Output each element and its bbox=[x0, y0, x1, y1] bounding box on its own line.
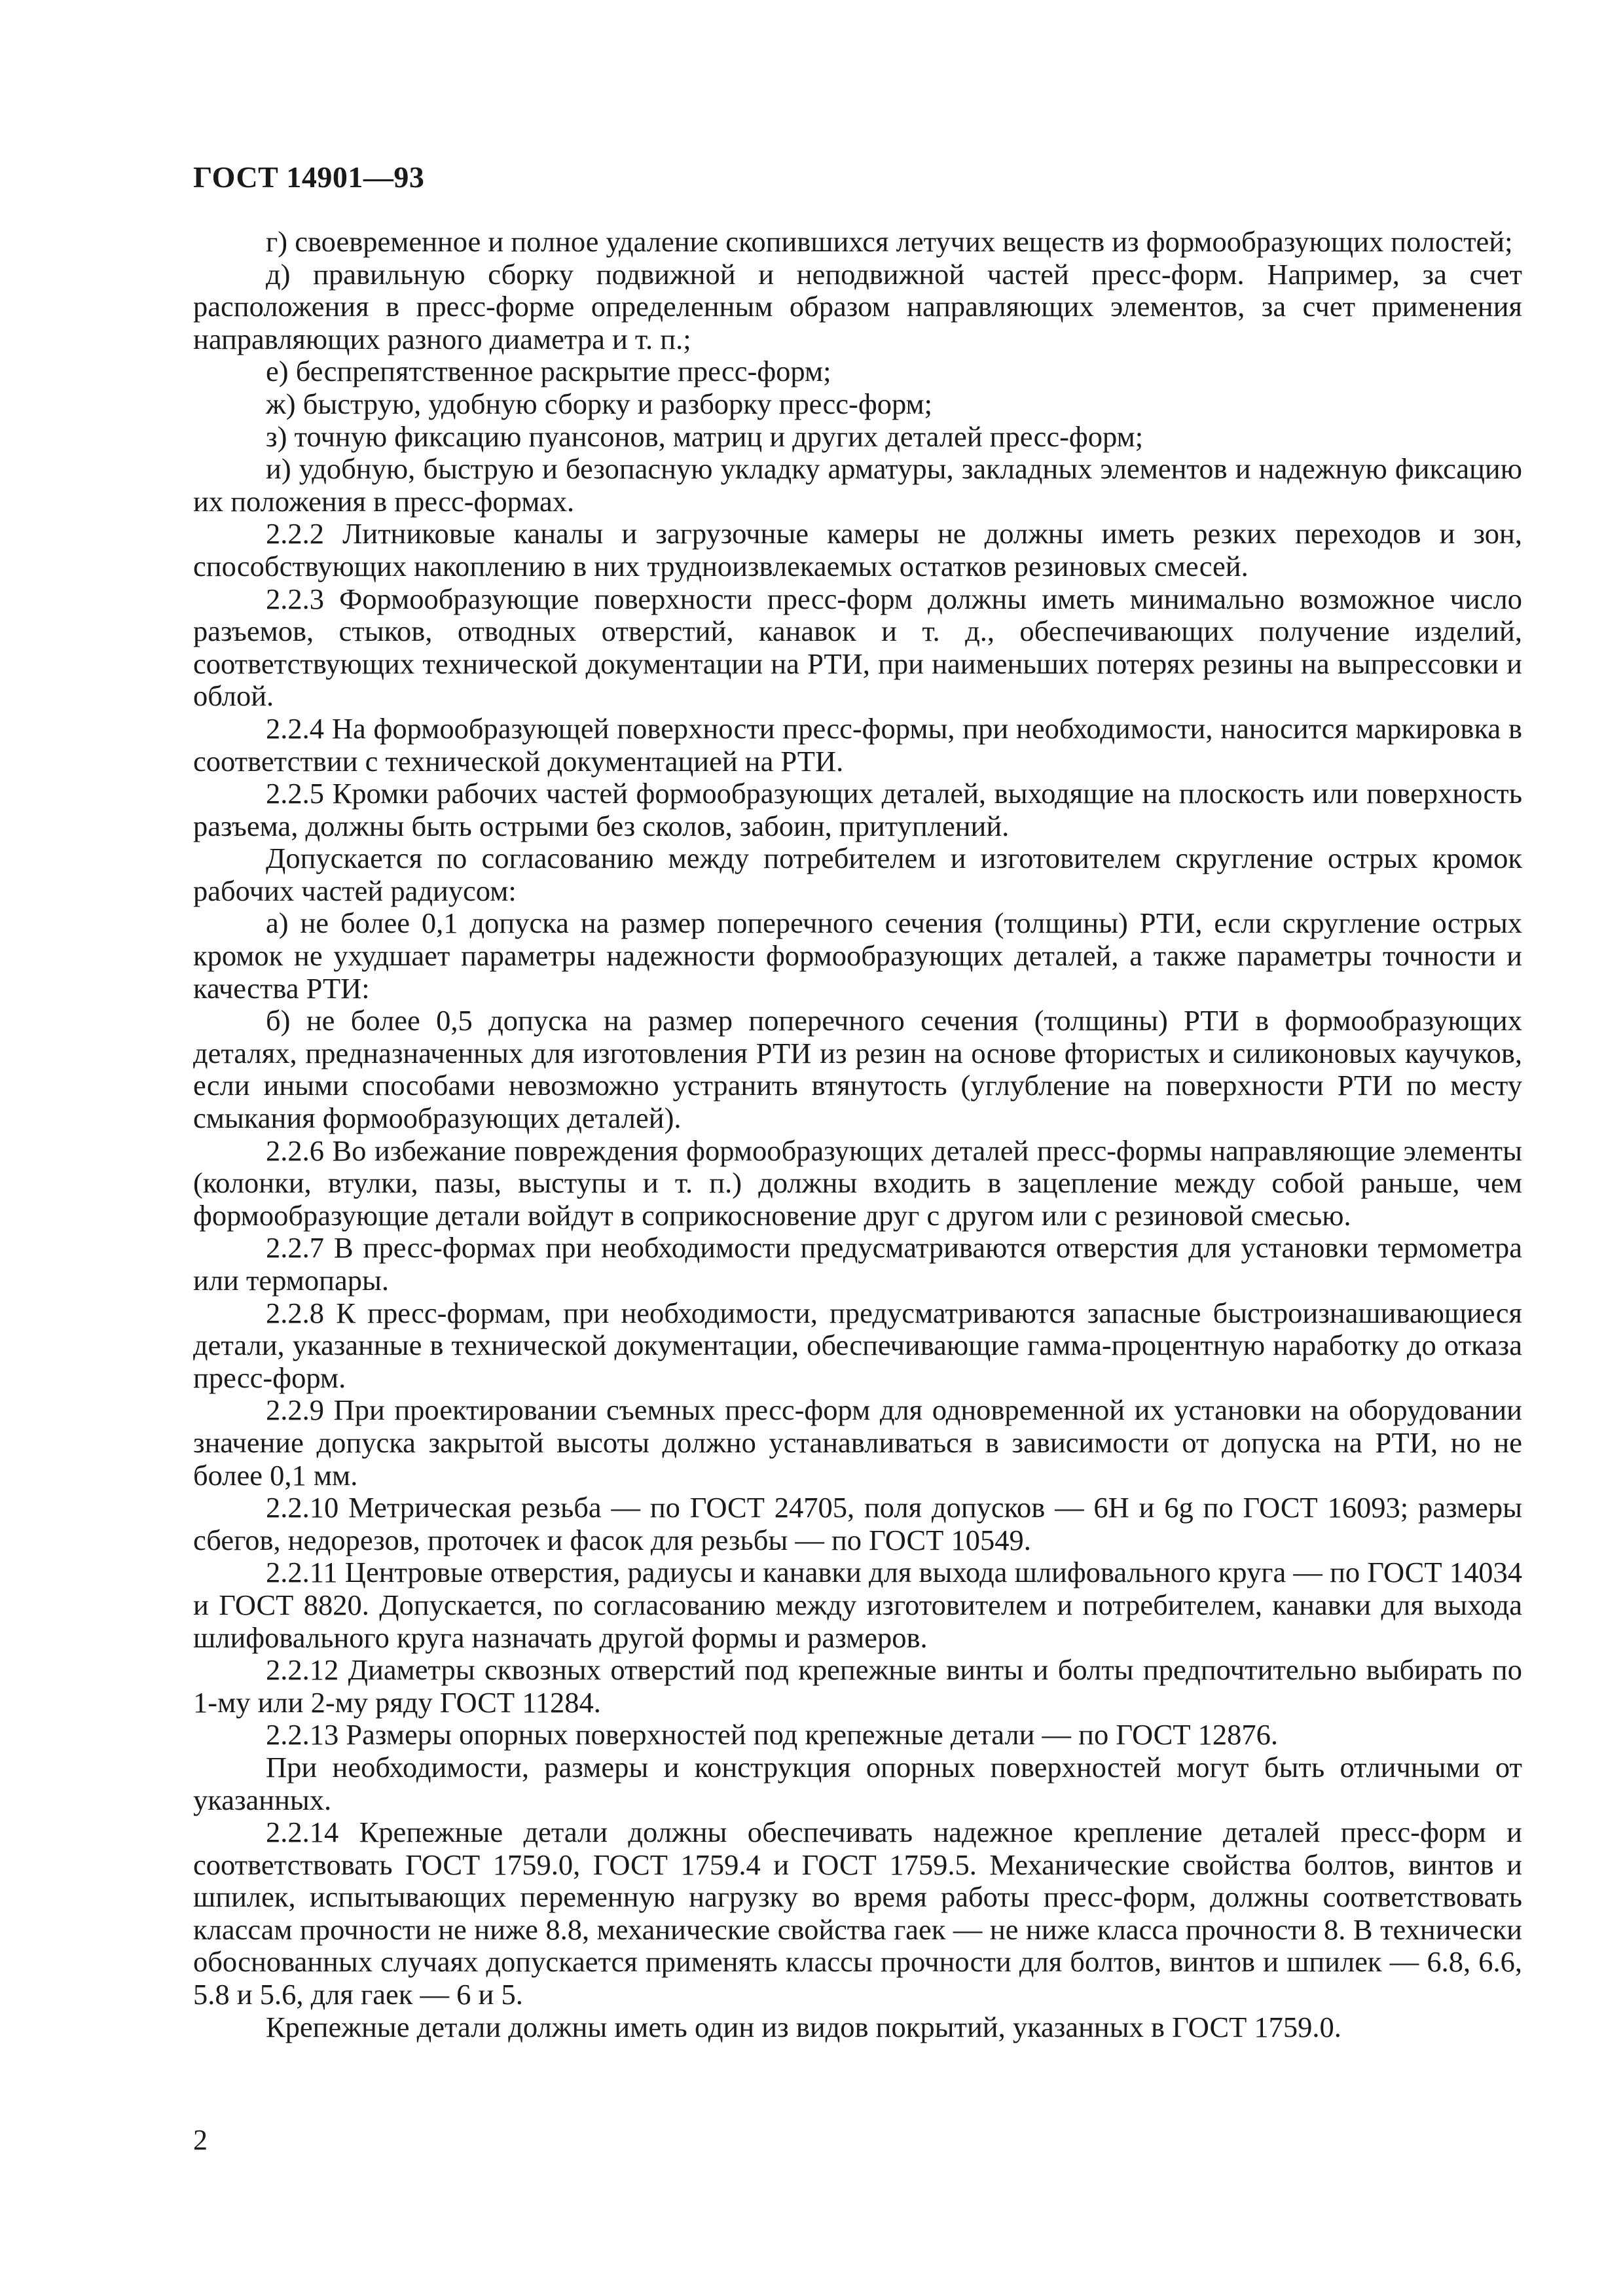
paragraph-2-2-10: 2.2.10 Метрическая резьба — по ГОСТ 24705, поля допусков — 6H и 6g по ГОСТ 16093; размеры сбегов, недорезов, проточек и фасок для резьбы — по ГОСТ 10549. bbox=[193, 1491, 1522, 1556]
paragraph-2-2-4: 2.2.4 На формообразующей поверхности пресс-формы, при необходимости, наносится маркировка в соответствии с технической документацией на РТИ. bbox=[193, 711, 1522, 778]
paragraph-2-2-13: 2.2.13 Размеры опорных поверхностей под крепежные детали — по ГОСТ 12876. bbox=[266, 1718, 1279, 1751]
paragraph-item-zh: ж) быструю, удобную сборку и разборку пресс-форм; bbox=[266, 387, 933, 420]
paragraph-item-g: г) своевременное и полное удаление скопившихся летучих веществ из формообразующих полостей; bbox=[266, 225, 1513, 258]
paragraph-support-surfaces: При необходимости, размеры и конструкция опорных поверхностей могут быть отличными от указанных. bbox=[193, 1750, 1522, 1816]
paragraph-2-2-5: 2.2.5 Кромки рабочих частей формообразующих деталей, выходящие на плоскость или поверхность разъема, должны быть острыми без сколов, забоин, притуплений. bbox=[193, 777, 1522, 842]
paragraph-item-i: и) удобную, быструю и безопасную укладку арматуры, закладных элементов и надежную фиксацию их положения в пресс-формах. bbox=[193, 452, 1522, 518]
paragraph-2-2-3: 2.2.3 Формообразующие поверхности пресс-форм должны иметь минимально возможное число разъемов, стыков, отводных отверстий, канавок и т. д., обеспечивающих получение изделий, соответствующих технической документации на РТИ, при наименьших потерях резины на выпрессовки и облой. bbox=[193, 582, 1522, 713]
document-header-title: ГОСТ 14901—93 bbox=[193, 160, 425, 194]
paragraph-item-e: е) беспрепятственное раскрытие пресс-форм; bbox=[266, 355, 831, 388]
paragraph-item-b: б) не более 0,5 допуска на размер поперечного сечения (толщины) РТИ в формообразующих деталях, предназначенных для изготовления РТИ из резин на основе фтористых и силиконовых каучуков, если иными способами невозможно устранить втянутость (углубление на поверхности РТИ по месту смыкания формообразующих деталей). bbox=[193, 1004, 1522, 1135]
paragraph-2-2-11: 2.2.11 Центровые отверстия, радиусы и канавки для выхода шлифовального круга — по ГОСТ 14034 и ГОСТ 8820. Допускается, по согласованию между изготовителем и потребителем, канавки для выхода шлифовального круга назначать другой формы и размеров. bbox=[193, 1556, 1522, 1654]
document-body bbox=[193, 226, 1522, 2043]
paragraph-item-z: з) точную фиксацию пуансонов, матриц и других деталей пресс-форм; bbox=[266, 420, 1144, 453]
paragraph-2-2-14: 2.2.14 Крепежные детали должны обеспечивать надежное крепление деталей пресс-форм и соответствовать ГОСТ 1759.0, ГОСТ 1759.4 и ГОСТ 1759.5. Механические свойства болтов, винтов и шпилек, испытывающих переменную нагрузку во время работы пресс-форм, должны соответствовать классам прочности не ниже 8.8, механические свойства гаек — не ниже класса прочности 8. В технически обоснованных случаях допускается применять классы прочности для болтов, винтов и шпилек — 6.8, 6.6, 5.8 и 5.6, для гаек — 6 и 5. bbox=[193, 1816, 1522, 2011]
paragraph-2-2-8: 2.2.8 К пресс-формам, при необходимости, предусматриваются запасные быстроизнашивающиеся детали, указанные в технической документации, обеспечивающие гамма-процентную наработку до отказа пресс-форм. bbox=[193, 1296, 1522, 1394]
paragraph-2-2-12: 2.2.12 Диаметры сквозных отверстий под крепежные винты и болты предпочтительно выбирать по 1-му или 2-му ряду ГОСТ 11284. bbox=[193, 1653, 1522, 1719]
paragraph-item-a: а) не более 0,1 допуска на размер поперечного сечения (толщины) РТИ, если скругление острых кромок не ухудшает параметры надежности формообразующих деталей, а также параметры точности и качества РТИ: bbox=[193, 906, 1522, 1005]
paragraph-2-2-7: 2.2.7 В пресс-формах при необходимости предусматриваются отверстия для установки термометра или термопары. bbox=[193, 1231, 1522, 1297]
paragraph-2-2-2: 2.2.2 Литниковые каналы и загрузочные камеры не должны иметь резких переходов и зон, способствующих накоплению в них трудноизвлекаемых остатков резиновых смесей. bbox=[193, 517, 1522, 583]
paragraph-item-d: д) правильную сборку подвижной и неподвижной частей пресс-форм. Например, за счет расположения в пресс-форме определенным образом направляющих элементов, за счет применения направляющих разного диаметра и т. п.; bbox=[193, 257, 1522, 355]
paragraph-rounding-allowed: Допускается по согласованию между потребителем и изготовителем скругление острых кромок рабочих частей радиусом: bbox=[193, 842, 1522, 907]
paragraph-2-2-9: 2.2.9 При проектировании съемных пресс-форм для одновременной их установки на оборудовании значение допуска закрытой высоты должно устанавливаться в зависимости от допуска на РТИ, но не более 0,1 мм. bbox=[193, 1393, 1522, 1492]
page-number: 2 bbox=[193, 2124, 208, 2156]
paragraph-2-2-6: 2.2.6 Во избежание повреждения формообразующих деталей пресс-формы направляющие элементы (колонки, втулки, пазы, выступы и т. п.) должны входить в зацепление между собой раньше, чем формообразующие детали войдут в соприкосновение друг с другом или с резиновой смесью. bbox=[193, 1134, 1522, 1232]
paragraph-fastener-coatings: Крепежные детали должны иметь один из видов покрытий, указанных в ГОСТ 1759.0. bbox=[266, 2010, 1341, 2043]
